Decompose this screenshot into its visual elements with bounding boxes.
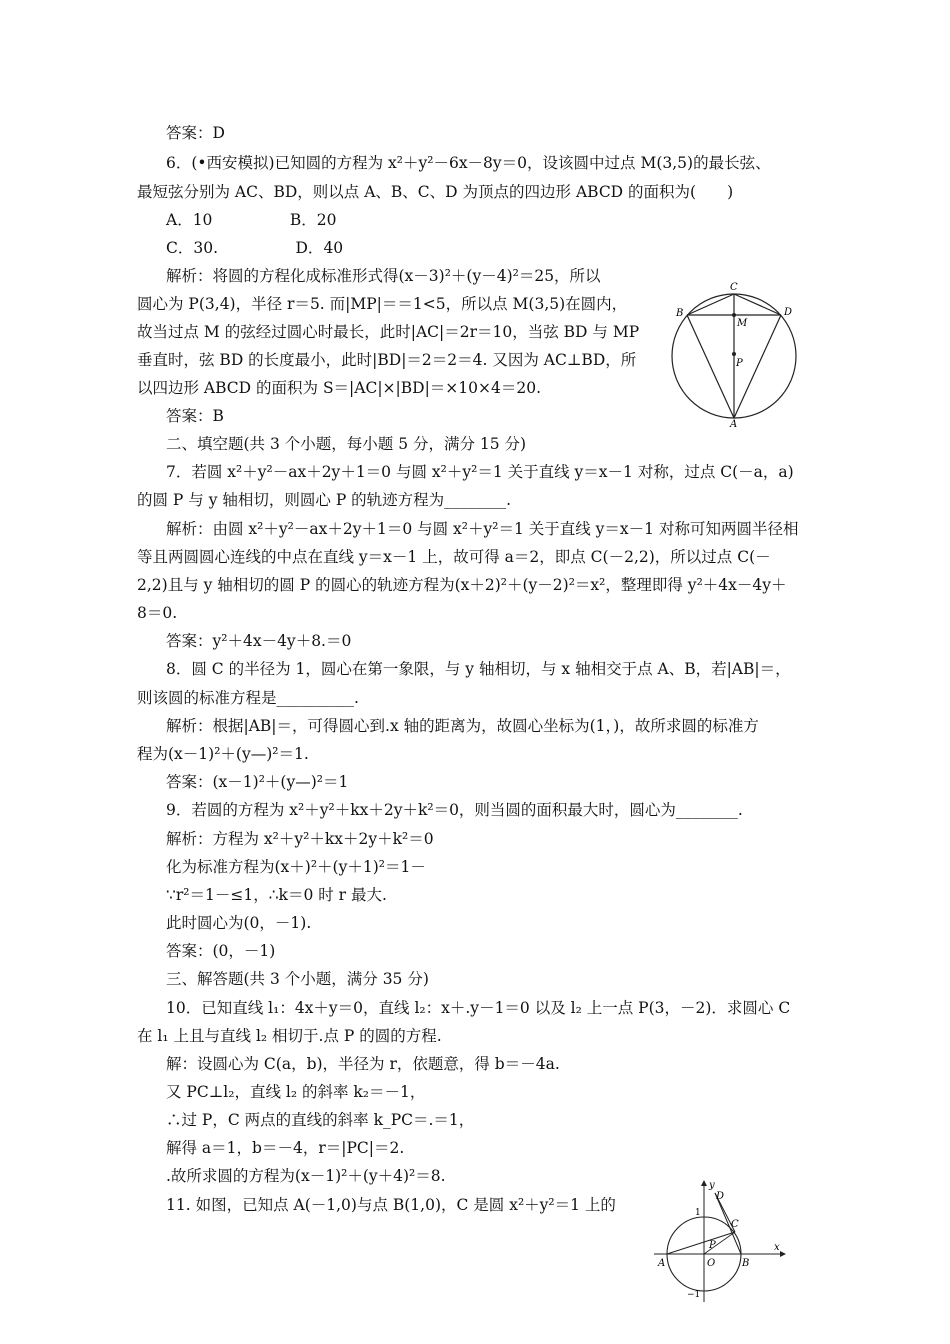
point-p — [732, 352, 736, 356]
solution-7-line-1: 解析：由圆 x²＋y²－ax＋2y＋1＝0 与圆 x²＋y²＝1 关于直线 y＝x－1 对称可知两圆半径相 — [166, 520, 799, 538]
solution-6-line-3: 故当过点 M 的弦经过圆心时最长，此时|AC|＝2r＝10，当弦 BD 与 MP — [137, 323, 640, 341]
solution-9-line-3: ∵r²＝1－≤1，∴k＝0 时 r 最大. — [166, 886, 387, 904]
solution-7-line-4: 8＝0. — [137, 604, 178, 622]
label-b: B — [742, 1258, 750, 1269]
answer-5: 答案：D — [166, 124, 225, 142]
label-a: A — [730, 419, 738, 428]
label-p: P — [709, 1240, 716, 1251]
solution-8-line-2: 程为(x－1)²＋(y—)²＝1. — [137, 745, 309, 763]
point-m — [732, 313, 736, 317]
question-11-line-1: 11. 如图，已知点 A(－1,0)与点 B(1,0)，C 是圆 x²＋y²＝1 上的 — [166, 1196, 616, 1214]
question-8-line-2: 则该圆的标准方程是__________. — [137, 689, 359, 707]
solution-7-line-3: 2,2)且与 y 轴相切的圆 P 的圆心的轨迹方程为(x＋2)²＋(y－2)²＝x²，整理即得 y²＋4x－4y＋ — [137, 576, 787, 594]
solution-9-line-2: 化为标准方程为(x＋)²＋(y＋1)²＝1－ — [166, 858, 426, 876]
question-7-line-2: 的圆 P 与 y 轴相切，则圆心 P 的轨迹方程为________. — [137, 491, 512, 509]
question-9: 9．若圆的方程为 x²＋y²＋kx＋2y＋k²＝0，则当圆的面积最大时，圆心为________. — [166, 801, 743, 819]
solution-10-line-3: ∴过 P，C 两点的直线的斜率 k_PC＝.＝1， — [166, 1111, 475, 1129]
question-6-options-ab: A．10 B．20 — [166, 211, 337, 229]
segment-cd — [734, 294, 781, 315]
solution-10-line-4: 解得 a＝1，b＝－4，r＝|PC|＝2. — [166, 1139, 405, 1157]
section-solve-heading: 三、解答题(共 3 个小题，满分 35 分) — [166, 970, 429, 988]
section-fill-in-heading: 二、填空题(共 3 个小题，每小题 5 分，满分 15 分) — [166, 435, 527, 453]
label-neg-one: −1 — [687, 1290, 701, 1300]
segment-bc — [687, 294, 734, 315]
question-6-options-cd: C．30. D．40 — [166, 239, 344, 257]
label-b: B — [676, 308, 684, 319]
solution-7-line-2: 等且两圆圆心连线的中点在直线 y＝x－1 上，故可得 a＝2，即点 C(－2,2)，所以过点 C(－ — [137, 548, 771, 566]
label-c: C — [730, 282, 738, 293]
question-7-line-1: 7．若圆 x²＋y²－ax＋2y＋1＝0 与圆 x²＋y²＝1 关于直线 y＝x－1 对称，过点 C(－a，a) — [166, 463, 794, 481]
question-6-line-2: 最短弦分别为 AC、BD，则以点 A、B、C、D 为顶点的四边形 ABCD 的面积为( ) — [137, 183, 734, 201]
solution-8-line-1: 解析：根据|AB|＝，可得圆心到.x 轴的距离为，故圆心坐标为(1，)，故所求圆的标准方 — [166, 717, 759, 735]
answer-7: 答案：y²＋4x－4y＋8.＝0 — [166, 632, 352, 650]
solution-6-line-1: 解析：将圆的方程化成标准形式得(x－3)²＋(y－4)²＝25，所以 — [166, 267, 601, 285]
label-o: O — [707, 1258, 716, 1269]
question-8-line-1: 8．圆 C 的半径为 1，圆心在第一象限，与 y 轴相切，与 x 轴相交于点 A、B，若|AB|＝， — [166, 660, 791, 678]
solution-6-line-5: 以四边形 ABCD 的面积为 S＝|AC|×|BD|＝×10×4＝20. — [137, 379, 542, 397]
solution-9-line-1: 解析：方程为 x²＋y²＋kx＋2y＋k²＝0 — [166, 830, 434, 848]
solution-9-line-4: 此时圆心为(0，－1). — [166, 914, 312, 932]
question-6-line-1: 6．(•西安模拟)已知圆的方程为 x²＋y²－6x－8y＝0，设该圆中过点 M(3,5)的最长弦、 — [166, 154, 771, 172]
label-c: C — [731, 1219, 739, 1230]
label-x: x — [774, 1242, 780, 1253]
question-10-line-2: 在 l₁ 上且与直线 l₂ 相切于.点 P 的圆的方程. — [137, 1027, 442, 1045]
segment-ac — [667, 1232, 735, 1254]
solution-10-line-2: 又 PC⊥l₂，直线 l₂ 的斜率 k₂＝－1， — [166, 1083, 426, 1101]
answer-8: 答案：(x－1)²＋(y—)²＝1 — [166, 773, 349, 791]
label-d: D — [784, 307, 793, 318]
segment-ab — [687, 315, 734, 418]
x-axis-arrow — [780, 1251, 786, 1257]
label-d: D — [716, 1191, 725, 1202]
solution-6-line-4: 垂直时，弦 BD 的长度最小，此时|BD|＝2＝2＝4. 又因为 AC⊥BD，所 — [137, 351, 637, 369]
label-p: P — [736, 358, 743, 369]
answer-6: 答案：B — [166, 407, 224, 425]
solution-6-line-2: 圆心为 P(3,4)，半径 r＝5. 而|MP|＝＝1<5，所以点 M(3,5)在圆内， — [137, 295, 628, 313]
label-a: A — [658, 1258, 666, 1269]
label-y: y — [709, 1180, 715, 1191]
label-one: 1 — [695, 1208, 701, 1218]
figure-circle-abcd — [664, 278, 804, 428]
figure-unit-circle — [652, 1178, 792, 1304]
solution-10-line-1: 解：设圆心为 C(a，b)，半径为 r，依题意，得 b＝－4a. — [166, 1055, 560, 1073]
question-10-line-1: 10．已知直线 l₁：4x＋y＝0，直线 l₂：x＋.y－1＝0 以及 l₂ 上一点 P(3，－2)．求圆心 C — [166, 999, 791, 1017]
solution-10-line-5: .故所求圆的方程为(x－1)²＋(y＋4)²＝8. — [166, 1167, 446, 1185]
label-m: M — [737, 318, 748, 329]
y-axis-arrow — [701, 1180, 707, 1186]
answer-9: 答案：(0，－1) — [166, 942, 276, 960]
